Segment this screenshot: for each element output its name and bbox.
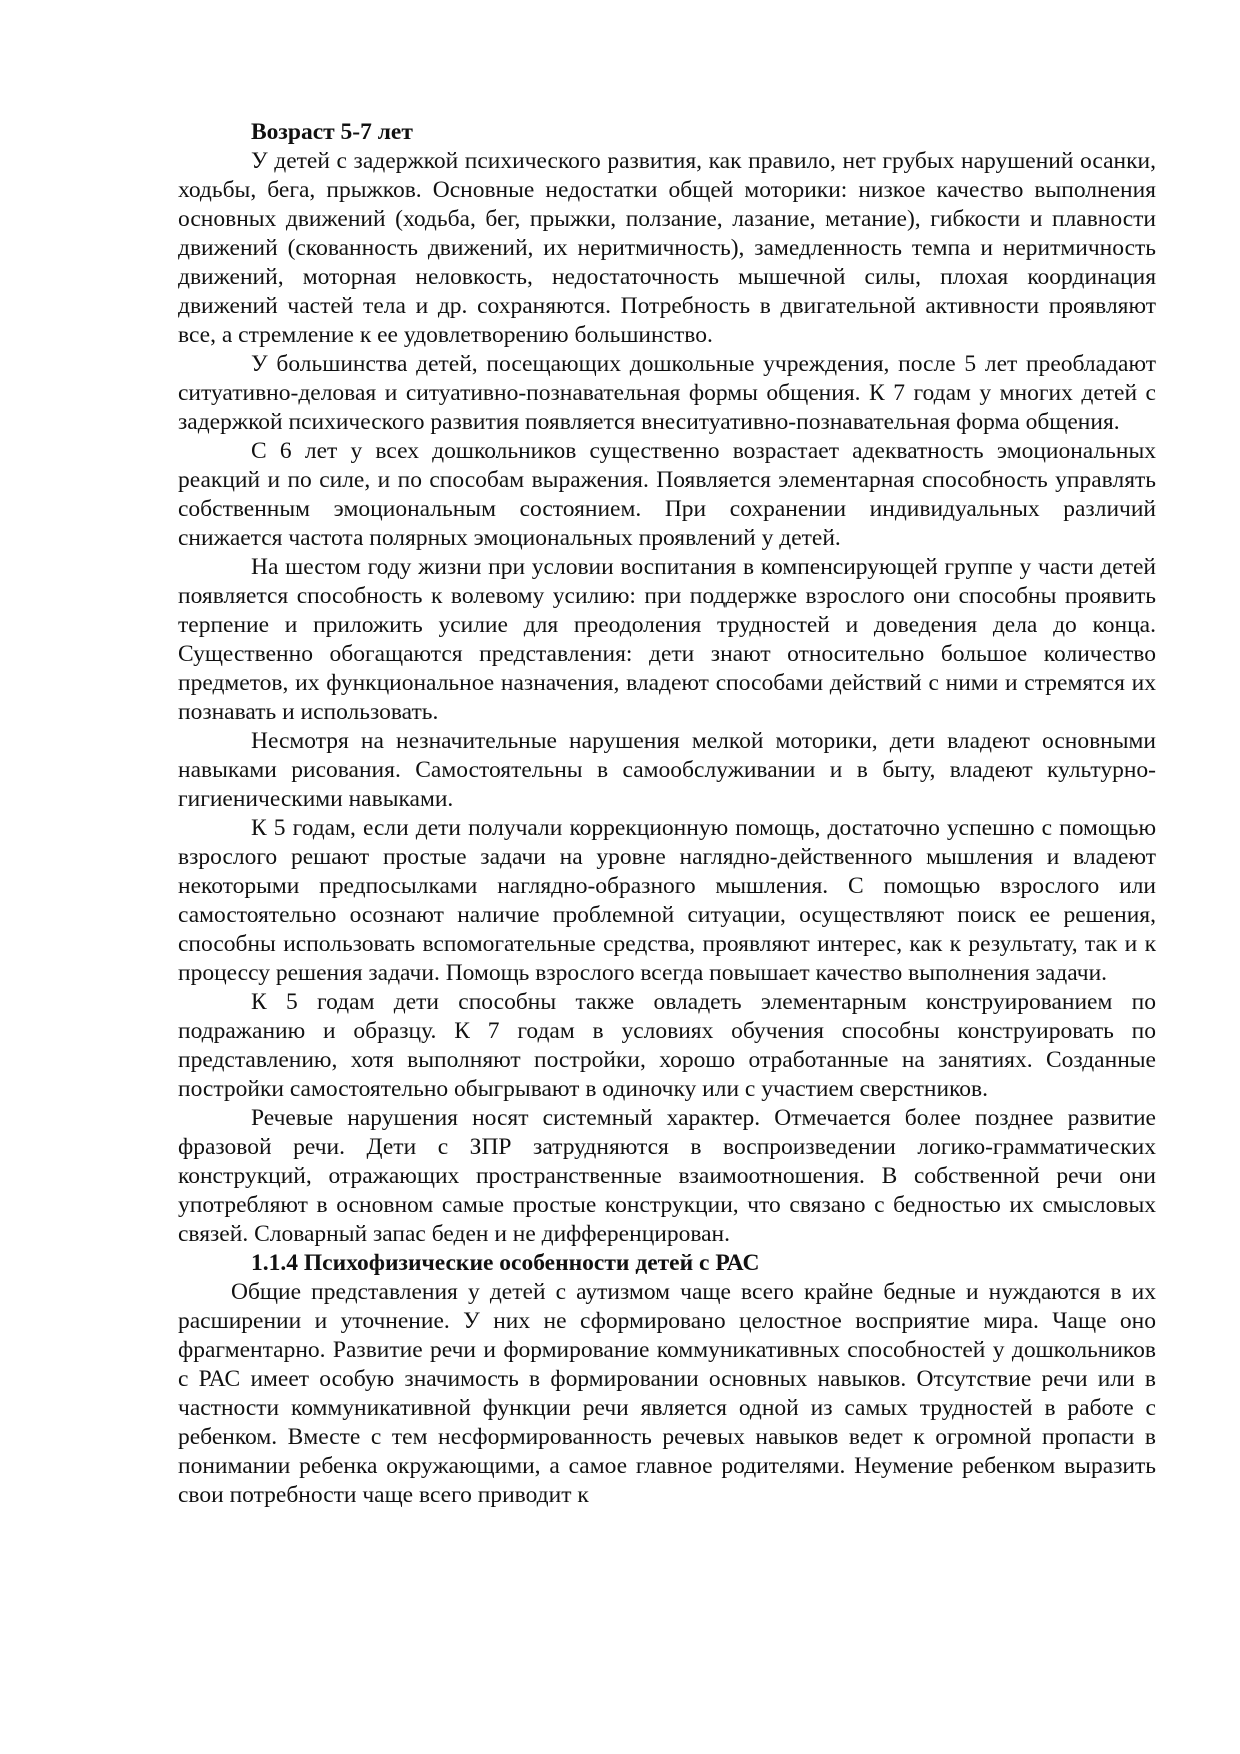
paragraph-construction: К 5 годам дети способны также овладеть элементарным конструированием по подражанию и образцу. К 7 годам в условиях обучения способны конструировать по представлению, хотя выполняют постройки, хорошо отработанные на занятиях. Созданные постройки самостоятельно обыгрывают в одиночку или с участием сверстников. xyxy=(178,989,1156,1102)
age-heading: Возраст 5-7 лет xyxy=(251,119,413,145)
paragraph-fine-motor: Несмотря на незначительные нарушения мелкой моторики, дети владеют основными навыками рисования. Самостоятельны в самообслуживании и в быту, владеют культурно-гигиеническими навыками. xyxy=(178,728,1156,812)
document-body xyxy=(178,118,1156,1510)
paragraph-communication: У большинства детей, посещающих дошкольные учреждения, после 5 лет преобладают ситуативно-деловая и ситуативно-познавательная формы общения. К 7 годам у многих детей с задержкой психического развития появляется внеситуативно-познавательная форма общения. xyxy=(178,351,1156,435)
paragraph-emotions: С 6 лет у всех дошкольников существенно возрастает адекватность эмоциональных реакций и по силе, и по способам выражения. Появляется элементарная способность управлять собственным эмоциональным состоянием. При сохранении индивидуальных различий снижается частота полярных эмоциональных проявлений у детей. xyxy=(178,438,1156,551)
paragraph-speech: Речевые нарушения носят системный характер. Отмечается более позднее развитие фразовой речи. Дети с ЗПР затрудняются в воспроизведении логико-грамматических конструкций, отражающих пространственные взаимоотношения. В собственной речи они употребляют в основном самые простые конструкции, что связано с бедностью их смысловых связей. Словарный запас беден и не дифференцирован. xyxy=(178,1105,1156,1247)
section-heading: 1.1.4 Психофизические особенности детей с РАС xyxy=(251,1250,760,1276)
paragraph-thinking: К 5 годам, если дети получали коррекционную помощь, достаточно успешно с помощью взрослого решают простые задачи на уровне наглядно-действенного мышления и владеют некоторыми предпосылками наглядно-образного мышления. С помощью взрослого или самостоятельно осознают наличие проблемной ситуации, осуществляют поиск ее решения, способны использовать вспомогательные средства, проявляют интерес, как к результату, так и к процессу решения задачи. Помощь взрослого всегда повышает качество выполнения задачи. xyxy=(178,815,1156,986)
paragraph-motor-skills: У детей с задержкой психического развития, как правило, нет грубых нарушений осанки, ходьбы, бега, прыжков. Основные недостатки общей моторики: низкое качество выполнения основных движений (ходьба, бег, прыжки, ползание, лазание, метание), гибкости и плавности движений (скованность движений, их неритмичность), замедленность темпа и неритмичность движений, моторная неловкость, недостаточность мышечной силы, плохая координация движений частей тела и др. сохраняются. Потребность в двигательной активности проявляют все, а стремление к ее удовлетворению большинство. xyxy=(178,148,1156,348)
paragraph-volition: На шестом году жизни при условии воспитания в компенсирующей группе у части детей появляется способность к волевому усилию: при поддержке взрослого они способны проявить терпение и приложить усилие для преодоления трудностей и доведения дела до конца. Существенно обогащаются представления: дети знают относительно большое количество предметов, их функциональное назначения, владеют способами действий с ними и стремятся их познавать и использовать. xyxy=(178,554,1156,725)
paragraph-autism: Общие представления у детей с аутизмом чаще всего крайне бедные и нуждаются в их расширении и уточнение. У них не сформировано целостное восприятие мира. Чаще оно фрагментарно. Развитие речи и формирование коммуникативных способностей у дошкольников с РАС имеет особую значимость в формировании основных навыков. Отсутствие речи или в частности коммуникативной функции речи является одной из самых трудностей в работе с ребенком. Вместе с тем несформированность речевых навыков ведет к огромной пропасти в понимании ребенка окружающими, а самое главное родителями. Неумение ребенком выразить свои потребности чаще всего приводит к xyxy=(178,1279,1156,1508)
